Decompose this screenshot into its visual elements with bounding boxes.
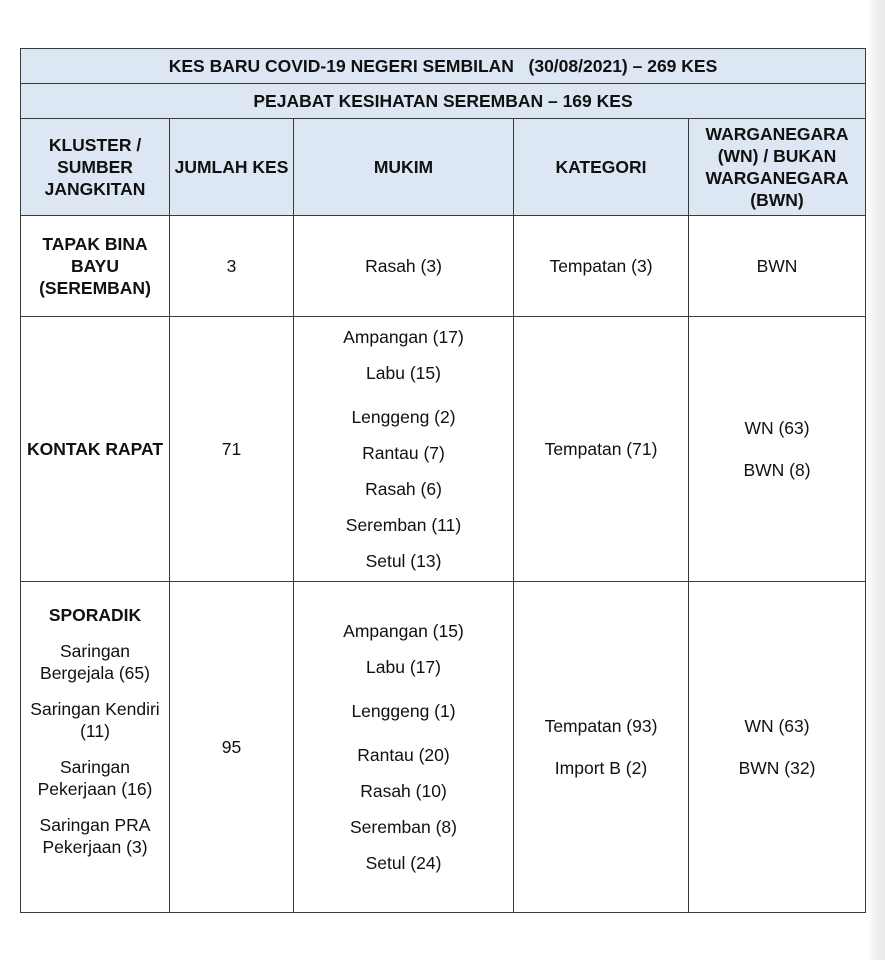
mukim-item: Rasah (10) xyxy=(360,781,447,801)
table-title: KES BARU COVID-19 NEGERI SEMBILAN (30/08/2021) – 269 KES xyxy=(21,49,866,84)
mukim-item: Setul (24) xyxy=(365,853,442,873)
warganegara-cell xyxy=(689,216,866,317)
kategori-cell xyxy=(514,582,689,913)
warganegara-item: BWN xyxy=(756,256,798,276)
kategori-item: Tempatan (3) xyxy=(549,256,653,276)
kluster-item: Saringan PRA Pekerjaan (3) xyxy=(39,815,151,857)
warganegara-cell xyxy=(689,317,866,582)
kategori-item: Tempatan (93) xyxy=(544,716,658,736)
table-row xyxy=(21,216,866,317)
kategori-cell xyxy=(514,216,689,317)
mukim-item: Labu (17) xyxy=(366,657,441,677)
kategori-item: Tempatan (71) xyxy=(544,439,658,459)
mukim-cell xyxy=(294,582,514,913)
kategori-item: Import B (2) xyxy=(554,758,648,778)
jumlah-cell: 95 xyxy=(170,582,294,913)
kluster-item: Saringan Kendiri (11) xyxy=(30,699,160,741)
kategori-cell xyxy=(514,317,689,582)
mukim-item: Rasah (6) xyxy=(365,479,442,499)
kluster-title: SPORADIK xyxy=(48,605,142,625)
warganegara-cell xyxy=(689,582,866,913)
mukim-item: Setul (13) xyxy=(365,551,442,571)
table-row xyxy=(21,317,866,582)
mukim-item: Seremban (11) xyxy=(345,515,462,535)
kluster-item: Saringan Bergejala (65) xyxy=(40,641,150,683)
page-edge-shadow xyxy=(867,0,885,960)
table-row xyxy=(21,582,866,913)
mukim-cell xyxy=(294,216,514,317)
mukim-item: Seremban (8) xyxy=(350,817,457,837)
header-warganegara: WARGANEGARA (WN) / BUKAN WARGANEGARA (BWN) xyxy=(689,119,866,216)
kluster-cell xyxy=(21,582,170,913)
mukim-item: Lenggeng (2) xyxy=(351,407,456,427)
header-kategori: KATEGORI xyxy=(514,119,689,216)
kluster-cell: TAPAK BINA BAYU (SEREMBAN) xyxy=(21,216,170,317)
mukim-item: Rantau (20) xyxy=(357,745,450,765)
warganegara-item: WN (63) xyxy=(744,418,810,438)
table-subtitle: PEJABAT KESIHATAN SEREMBAN – 169 KES xyxy=(21,84,866,119)
mukim-item: Ampangan (17) xyxy=(343,327,464,347)
header-kluster: KLUSTER / SUMBER JANGKITAN xyxy=(21,119,170,216)
jumlah-cell: 71 xyxy=(170,317,294,582)
kluster-cell: KONTAK RAPAT xyxy=(21,317,170,582)
mukim-item: Ampangan (15) xyxy=(343,621,464,641)
jumlah-cell: 3 xyxy=(170,216,294,317)
warganegara-item: BWN (32) xyxy=(738,758,816,778)
kluster-item: Saringan Pekerjaan (16) xyxy=(37,757,153,799)
mukim-item: Rasah (3) xyxy=(365,256,442,276)
header-mukim: MUKIM xyxy=(294,119,514,216)
mukim-item: Lenggeng (1) xyxy=(351,701,456,721)
mukim-item: Rantau (7) xyxy=(362,443,445,463)
mukim-cell xyxy=(294,317,514,582)
warganegara-item: WN (63) xyxy=(744,716,810,736)
mukim-item: Labu (15) xyxy=(366,363,441,383)
covid-cases-table xyxy=(20,48,866,913)
header-jumlah: JUMLAH KES xyxy=(170,119,294,216)
warganegara-item: BWN (8) xyxy=(743,460,811,480)
